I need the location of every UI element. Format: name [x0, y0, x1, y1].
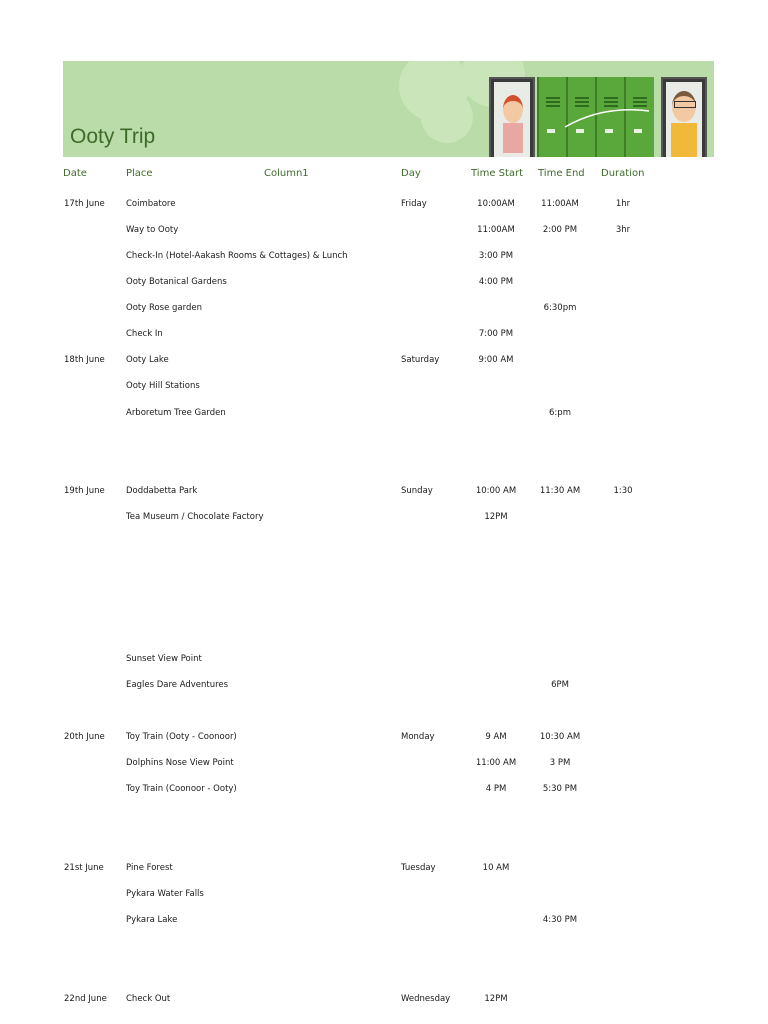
column-header-column1: Column1	[264, 168, 309, 179]
paper-plane-icon	[563, 101, 653, 131]
time-end-cell: 4:30 PM	[542, 915, 578, 925]
day-cell: Friday	[401, 199, 427, 209]
place-cell: Tea Museum / Chocolate Factory	[126, 512, 264, 522]
time-start-cell: 11:00AM	[477, 225, 515, 235]
page-title: Ooty Trip	[70, 125, 156, 148]
column-header-time-start: Time Start	[471, 168, 524, 179]
day-cell: Sunday	[401, 486, 433, 496]
decorative-bubble	[421, 91, 473, 143]
header-banner	[63, 61, 714, 157]
place-cell: Ooty Rose garden	[126, 303, 203, 313]
place-cell: Ooty Lake	[126, 355, 169, 365]
time-end-cell: 2:00 PM	[542, 225, 578, 235]
time-start-cell: 10 AM	[482, 863, 510, 873]
date-cell: 18th June	[64, 355, 105, 365]
time-end-cell: 10:30 AM	[539, 732, 581, 742]
time-start-cell: 3:00 PM	[478, 251, 514, 261]
time-start-cell: 11:00 AM	[475, 758, 517, 768]
place-cell: Arboretum Tree Garden	[126, 408, 226, 418]
table-row	[0, 355, 768, 369]
character-frame	[489, 77, 535, 157]
place-cell: Way to Ooty	[126, 225, 179, 235]
time-start-cell: 12PM	[484, 994, 508, 1004]
table-row	[0, 994, 768, 1008]
time-start-cell: 4 PM	[485, 784, 507, 794]
column-header-day: Day	[401, 168, 421, 179]
table-row	[0, 512, 768, 526]
column-header-time-end: Time End	[538, 168, 585, 179]
date-cell: 17th June	[64, 199, 105, 209]
column-header-duration: Duration	[601, 168, 645, 179]
column-header-place: Place	[126, 168, 153, 179]
place-cell: Pine Forest	[126, 863, 173, 873]
place-cell: Check-In (Hotel-Aakash Rooms & Cottages) & Lunch	[126, 251, 348, 261]
day-cell: Monday	[401, 732, 435, 742]
time-end-cell: 5:30 PM	[542, 784, 578, 794]
place-cell: Coimbatore	[126, 199, 176, 209]
place-cell: Check Out	[126, 994, 171, 1004]
date-cell: 21st June	[64, 863, 104, 873]
table-row	[0, 199, 768, 213]
place-cell: Toy Train (Ooty - Coonoor)	[126, 732, 237, 742]
table-row	[0, 863, 768, 877]
time-end-cell: 11:30 AM	[539, 486, 581, 496]
table-row	[0, 329, 768, 343]
time-end-cell: 6:30pm	[543, 303, 577, 313]
day-cell: Tuesday	[401, 863, 436, 873]
date-cell: 19th June	[64, 486, 105, 496]
girl-character-icon	[503, 95, 523, 123]
time-end-cell: 6:pm	[549, 408, 571, 418]
time-start-cell: 4:00 PM	[478, 277, 514, 287]
place-cell: Toy Train (Coonoor - Ooty)	[126, 784, 237, 794]
date-cell: 22nd June	[64, 994, 107, 1004]
place-cell: Eagles Dare Adventures	[126, 680, 229, 690]
table-row	[0, 251, 768, 265]
place-cell: Sunset View Point	[126, 654, 202, 664]
place-cell: Ooty Botanical Gardens	[126, 277, 227, 287]
table-row	[0, 889, 768, 903]
duration-cell: 3hr	[615, 225, 631, 235]
column-header-date: Date	[63, 168, 87, 179]
time-start-cell: 12PM	[484, 512, 508, 522]
table-row	[0, 784, 768, 798]
time-start-cell: 10:00 AM	[475, 486, 517, 496]
place-cell: Doddabetta Park	[126, 486, 198, 496]
table-row	[0, 303, 768, 317]
day-cell: Wednesday	[401, 994, 451, 1004]
table-row	[0, 654, 768, 668]
table-row	[0, 408, 768, 422]
table-row	[0, 277, 768, 291]
place-cell: Pykara Lake	[126, 915, 178, 925]
time-start-cell: 9:00 AM	[478, 355, 514, 365]
time-start-cell: 9 AM	[485, 732, 507, 742]
time-end-cell: 11:00AM	[541, 199, 579, 209]
time-start-cell: 7:00 PM	[478, 329, 514, 339]
duration-cell: 1hr	[615, 199, 631, 209]
table-row	[0, 732, 768, 746]
table-row	[0, 758, 768, 772]
time-end-cell: 3 PM	[549, 758, 571, 768]
time-start-cell: 10:00AM	[477, 199, 515, 209]
character-frame	[661, 77, 707, 157]
place-cell: Dolphins Nose View Point	[126, 758, 234, 768]
date-cell: 20th June	[64, 732, 105, 742]
place-cell: Ooty Hill Stations	[126, 381, 200, 391]
table-row	[0, 225, 768, 239]
place-cell: Check In	[126, 329, 163, 339]
duration-cell: 1:30	[613, 486, 633, 496]
table-row	[0, 486, 768, 500]
table-row	[0, 680, 768, 694]
place-cell: Pykara Water Falls	[126, 889, 204, 899]
table-row	[0, 381, 768, 395]
day-cell: Saturday	[401, 355, 440, 365]
time-end-cell: 6PM	[551, 680, 569, 690]
table-row	[0, 915, 768, 929]
